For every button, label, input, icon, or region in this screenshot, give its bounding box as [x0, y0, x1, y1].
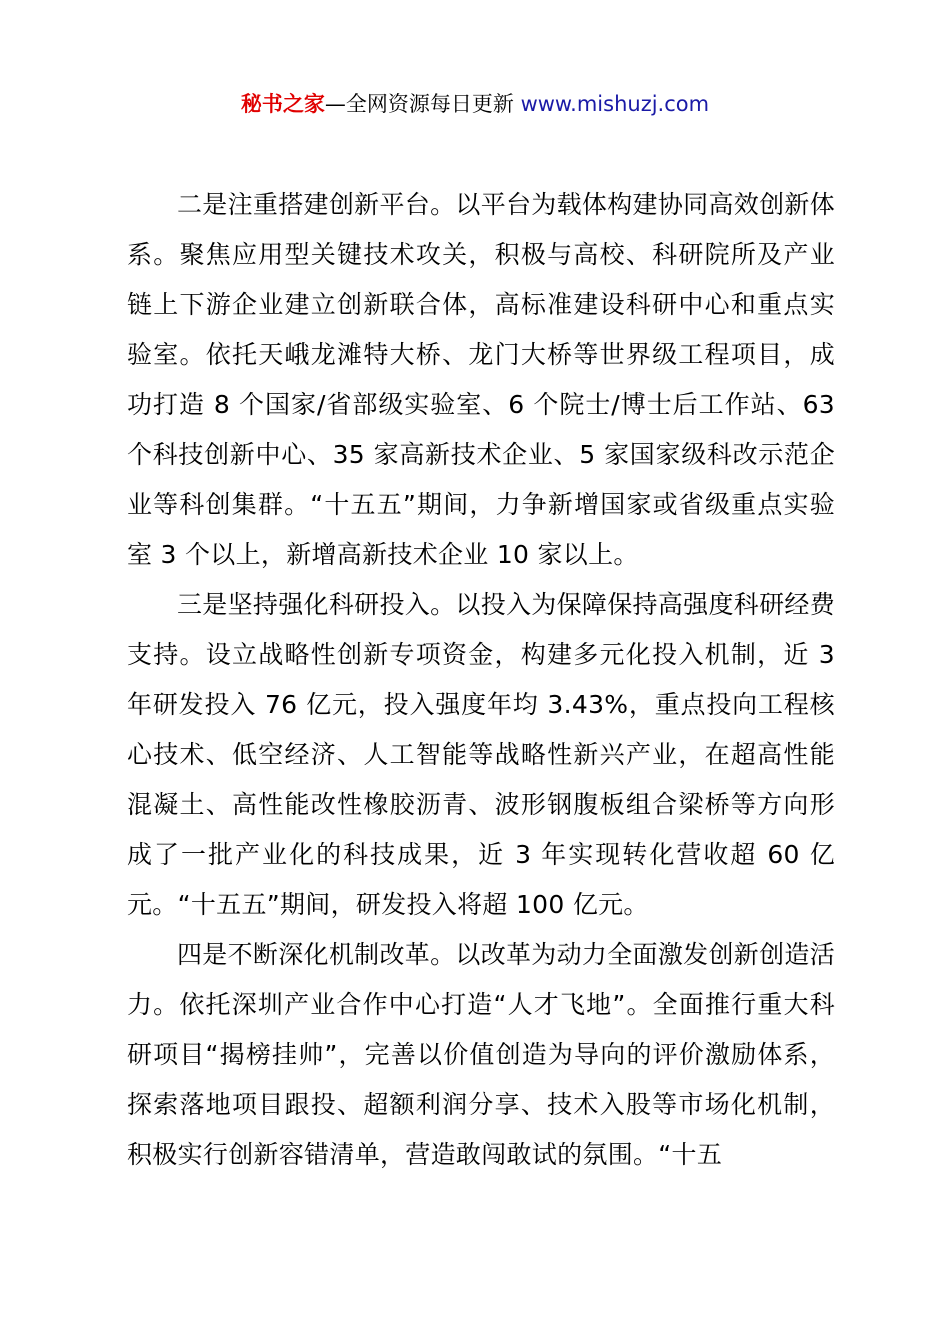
- header-url-link[interactable]: www.mishuzj.com: [520, 92, 710, 116]
- paragraph-research-investment: 三是坚持强化科研投入。以投入为保障保持高强度科研经费支持。设立战略性创新专项资金，构建多元化投入机制，近 3 年研发投入 76 亿元，投入强度年均 3.43%，重点投向工程核心技术、低空经济、人工智能等战略性新兴产业，在超高性能混凝土、高性能改性橡胶沥青、波形钢腹板组合梁桥等方向形成了一批产业化的科技成果，近 3 年实现转化营收超 60 亿元。“十五五”期间，研发投入将超 100 亿元。: [127, 590, 835, 919]
- brand-name: 秘书之家: [240, 92, 325, 116]
- document-body: [127, 180, 835, 1180]
- paragraph-innovation-platform: 二是注重搭建创新平台。以平台为载体构建协同高效创新体系。聚焦应用型关键技术攻关，积极与高校、科研院所及产业链上下游企业建立创新联合体，高标准建设科研中心和重点实验室。依托天峨龙滩特大桥、龙门大桥等世界级工程项目，成功打造 8 个国家/省部级实验室、6 个院士/博士后工作站、63 个科技创新中心、35 家高新技术企业、5 家国家级科改示范企业等科创集群。“十五五”期间，力争新增国家或省级重点实验室 3 个以上，新增高新技术企业 10 家以上。: [127, 190, 835, 569]
- paragraph-mechanism-reform: 四是不断深化机制改革。以改革为动力全面激发创新创造活力。依托深圳产业合作中心打造“人才飞地”。全面推行重大科研项目“揭榜挂帅”，完善以价值创造为导向的评价激励体系，探索落地项目跟投、超额利润分享、技术入股等市场化机制，积极实行创新容错清单，营造敢闯敢试的氛围。“十五: [127, 940, 835, 1169]
- page-header: [0, 88, 950, 120]
- header-tagline: —全网资源每日更新: [324, 92, 521, 116]
